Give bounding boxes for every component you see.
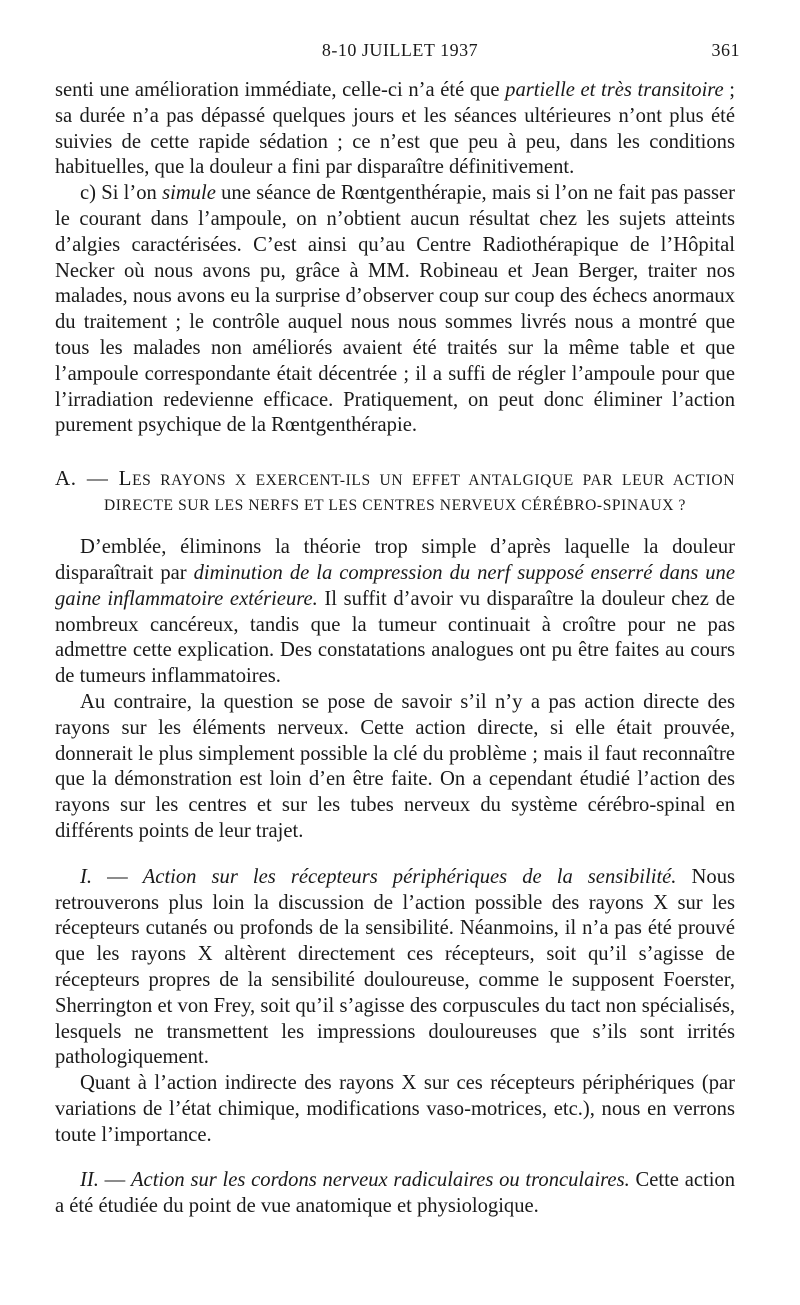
- text-run: ; sa durée n’a pas dépassé quelques jours et les séances ultérieures n’ont plus été suivies de cette rapide sédation ; ce n’est que peu à peu, dans les conditions habituelles, que la douleur a fini par disparaître définitivement.: [55, 79, 736, 179]
- subsection-ii: [55, 1168, 735, 1220]
- subsection-title: Action sur les cordons nerveux radiculaires ou tronculaires.: [130, 1169, 630, 1192]
- paragraph: [55, 690, 735, 845]
- subsection-i: [55, 865, 735, 1071]
- text-run: Cette action a été étudiée du point de vue anatomique et physiologique.: [55, 1169, 736, 1218]
- running-head: 8-10 JUILLET 1937: [321, 40, 479, 60]
- page-header: [60, 40, 740, 70]
- italic-text: simule: [162, 182, 216, 205]
- subsection-title: Action sur les récepteurs périphériques de la sensibilité.: [142, 865, 677, 888]
- text-run: Quant à l’action indirecte des rayons X sur ces récepteurs périphériques (par variations de l’état chimique, modifications vaso-motrices, etc.), nous en verrons toute l’importance.: [55, 1072, 735, 1146]
- body-text: [55, 78, 735, 1220]
- text-run: Au contraire, la question se pose de savoir s’il n’y a pas action directe des rayons sur les éléments nerveux. Cette action directe, si elle était prouvée, donnerait le plus simplement possible la clé du problème ; mais il faut reconnaître que la démonstration est loin d’en être faite. On a cependant étudié l’action des rayons sur les centres et sur les tubes nerveux du système cérébro-spinal en différents points de leur trajet.: [55, 690, 735, 842]
- dash: —: [76, 466, 119, 491]
- italic-text: partielle et très transitoire: [505, 79, 724, 101]
- text-run: c) Si l’on: [80, 182, 163, 205]
- dash: —: [92, 865, 143, 888]
- section-heading-a: [55, 466, 735, 518]
- subsection-number: I.: [80, 865, 93, 888]
- italic-text: diminution de la compression du nerf supposé enserré dans une gaine inflammatoire extérieure.: [55, 561, 735, 610]
- page-number: 361: [711, 40, 740, 60]
- paragraph: [55, 1071, 735, 1148]
- text-run: senti une amélioration immédiate, celle-ci n’a été que: [55, 79, 506, 101]
- initial-capital: L: [118, 466, 133, 491]
- text-run: D’emblée, éliminons la théorie trop simple d’après laquelle la douleur disparaîtrait par: [55, 536, 735, 584]
- paragraph: [55, 535, 735, 690]
- paragraph-c: [55, 181, 735, 439]
- text-run: une séance de Rœntgenthérapie, mais si l’on ne fait pas passer le courant dans l’ampoule, on n’obtient aucun résultat chez les sujets atteints d’algies caractérisées. C’est ainsi qu’au Centre Radiothérapique de l’Hôpital Necker où nous avons pu, grâce à MM. Robineau et Jean Berger, traiter nos malades, nous avons eu la surprise d’observer coup sur coup des échecs anormaux du traitement ; le contrôle auquel nous nous sommes livrés nous a montré que tous les malades non améliorés avaient été traités sur la même table et que l’ampoule correspondante était décentrée ; il a suffi de régler l’ampoule pour que l’irradiation redevienne efficace. Pratiquement, on peut donc éliminer l’action purement psychique de la Rœntgenthérapie.: [55, 182, 735, 437]
- paragraph-continuation: [55, 78, 735, 181]
- text-run: Il suffit d’avoir vu disparaître la douleur chez de nombreux cancéreux, tandis que la tumeur continuait à croître pour ne pas admettre cette explication. Des constatations analogues ont pu être faites au cours de tumeurs inflammatoires.: [55, 587, 735, 688]
- subsection-number: II.: [80, 1169, 99, 1192]
- dash: —: [98, 1169, 131, 1192]
- text-run: Nous retrouverons plus loin la discussion de l’action possible des rayons X sur les récepteurs cutanés ou profonds de la sensibilité. Néanmoins, il n’a pas été prouvé que les rayons X altèrent directement ces récepteurs, soit qu’il s’agisse de récepteurs propres de la sensibilité douloureuse, comme le supposent Foerster, Sherrington et von Frey, soit qu’il s’agisse des corpuscules du tact non spécialisés, lesquels ne transmettent les impressions douloureuses que s’ils sont irrités pathologiquement.: [55, 865, 735, 1069]
- section-title: ES RAYONS X EXERCENT-ILS UN EFFET ANTALGIQUE PAR LEUR ACTION DIRECTE SUR LES NERFS ET LES CENTRES NERVEUX CÉRÉBRO-SPINAUX ?: [103, 472, 735, 515]
- section-letter: A.: [55, 466, 77, 491]
